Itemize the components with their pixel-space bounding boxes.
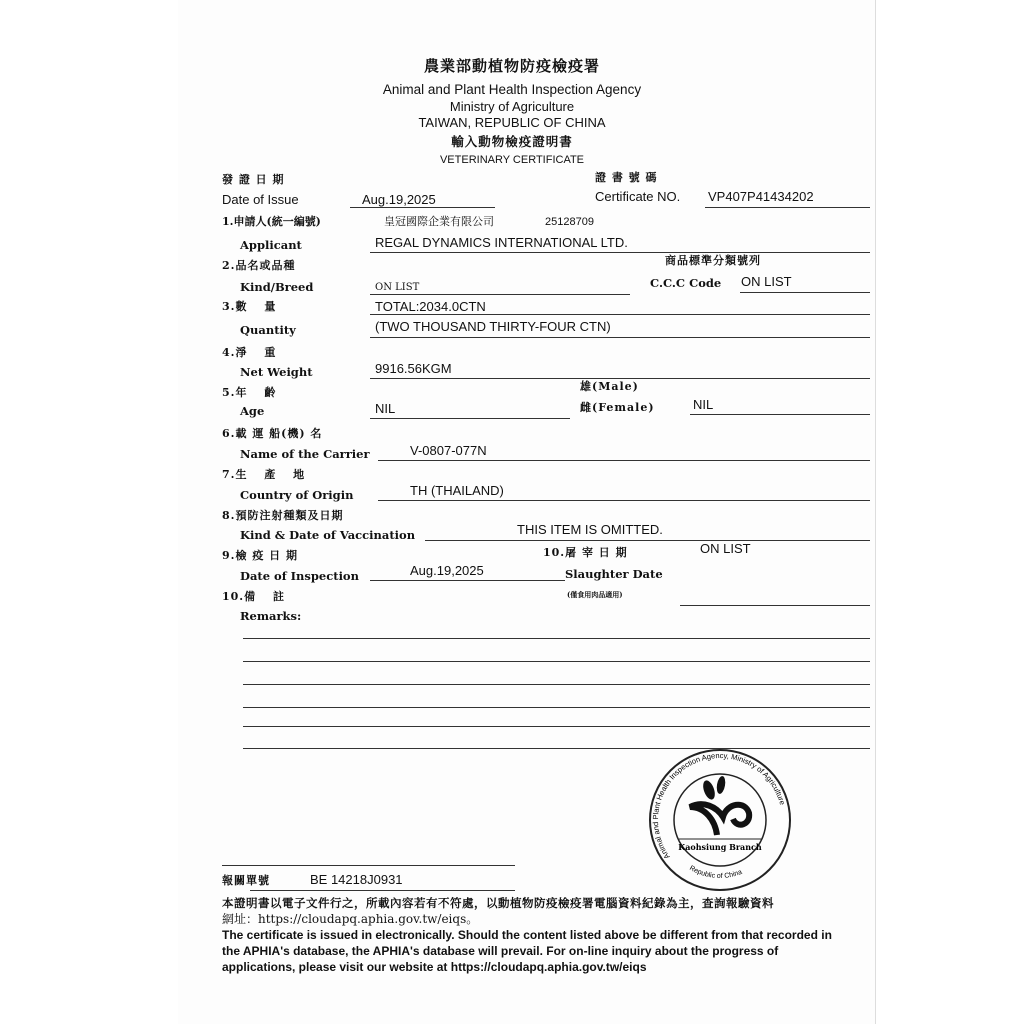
inspection-label-cn: 9.檢 疫 日 期 [222, 549, 298, 562]
ccc-value: ON LIST [741, 274, 792, 289]
agency-cn: 農業部動植物防疫檢疫署 [423, 57, 600, 75]
title-en: VETERINARY CERTIFICATE [439, 154, 585, 166]
seal-top-text: Animal and Plant Health Inspection Agency, Ministry of Agriculture [650, 751, 788, 861]
ministry: Ministry of Agriculture [449, 99, 575, 114]
footer-en-1: The certificate is issued in electronically. Should the content listed above be different from that recorded in [222, 928, 832, 942]
applicant-label: Applicant [240, 238, 302, 252]
seal-bottom-arc [688, 865, 743, 880]
carrier-label-cn: 6.載 運 船(機) 名 [222, 427, 323, 440]
kind-value: ON LIST [375, 282, 420, 293]
carrier-value: V-0807-077N [410, 443, 487, 458]
issue-label: Date of Issue [222, 192, 299, 207]
quantity-words: (TWO THOUSAND THIRTY-FOUR CTN) [375, 319, 611, 334]
slaughter-note: (僅食用肉品適用) [567, 590, 623, 599]
official-seal [645, 745, 795, 895]
applicant-label-cn: 1.申請人(統一編號) [222, 215, 321, 228]
footer-en-3: applications, please visit our website at https://cloudapq.aphia.gov.tw/eiqs [222, 960, 647, 974]
applicant-id: 25128709 [545, 216, 594, 228]
vaccination-label-cn: 8.預防注射種類及日期 [222, 509, 344, 522]
quantity-total: TOTAL:2034.0CTN [375, 299, 486, 314]
slaughter-label-cn: 10.屠 宰 日 期 [543, 546, 628, 559]
customs-number: BE 14218J0931 [310, 872, 403, 887]
seal-branch: Kaohsiung Branch [678, 842, 762, 852]
footer-cn-1: 本證明書以電子文件行之，所載內容若有不符處，以動植物防疫檢疫署電腦資料紀錄為主，查詢報驗資料 [222, 896, 774, 910]
cert-number: VP407P41434202 [708, 189, 814, 204]
kind-label-cn: 2.品名或品種 [222, 259, 296, 272]
weight-label: Net Weight [240, 365, 313, 379]
carrier-label: Name of the Carrier [240, 447, 370, 461]
seal-bottom-text: Republic of China [688, 864, 744, 881]
footer-en-2: the APHIA's database, the APHIA's database will prevail. For on-line inquiry about the progress of [222, 944, 779, 958]
agency-en: Animal and Plant Health Inspection Agency [382, 82, 642, 97]
ccc-label: C.C.C Code [650, 276, 722, 290]
title-cn: 輸入動物檢疫證明書 [451, 134, 573, 149]
remarks-label: Remarks: [240, 609, 302, 623]
slaughter-value: ON LIST [700, 541, 751, 556]
age-value: NIL [375, 401, 396, 416]
age-label: Age [240, 404, 265, 418]
origin-label-cn: 7.生 產 地 [222, 468, 306, 481]
inspection-label: Date of Inspection [240, 569, 359, 583]
issue-date: Aug.19,2025 [362, 192, 436, 207]
cert-label-cn: 證 書 號 碼 [595, 171, 658, 184]
inspection-date: Aug.19,2025 [410, 563, 484, 578]
footer-cn-2: 網址：https://cloudapq.aphia.gov.tw/eiqs。 [222, 912, 479, 926]
cert-label: Certificate NO. [595, 189, 681, 204]
ccc-label-cn: 商品標準分類號列 [665, 254, 761, 267]
female-label: 雌(Female) [580, 401, 655, 414]
country: TAIWAN, REPUBLIC OF CHINA [418, 115, 606, 130]
age-label-cn: 5.年 齡 [222, 386, 277, 399]
kind-label: Kind/Breed [240, 280, 314, 294]
origin-label: Country of Origin [240, 488, 354, 502]
origin-value: TH (THAILAND) [410, 483, 504, 498]
remarks-label-cn: 10.備 註 [222, 590, 285, 603]
quantity-label: Quantity [240, 323, 296, 337]
weight-label-cn: 4.淨 重 [222, 346, 277, 359]
customs-label: 報關單號 [222, 874, 270, 887]
slaughter-label: Slaughter Date [565, 567, 663, 581]
weight-value: 9916.56KGM [375, 361, 452, 376]
issue-label-cn: 發 證 日 期 [222, 173, 285, 186]
male-label: 雄(Male) [580, 380, 639, 393]
quantity-label-cn: 3.數 量 [222, 300, 277, 313]
seal-tree-icon [690, 804, 749, 835]
vaccination-value: THIS ITEM IS OMITTED. [517, 522, 663, 537]
vaccination-label: Kind & Date of Vaccination [240, 528, 416, 542]
sex-value: NIL [693, 397, 714, 412]
applicant-cn: 皇冠國際企業有限公司 [384, 215, 494, 228]
applicant-value: REGAL DYNAMICS INTERNATIONAL LTD. [375, 235, 628, 250]
